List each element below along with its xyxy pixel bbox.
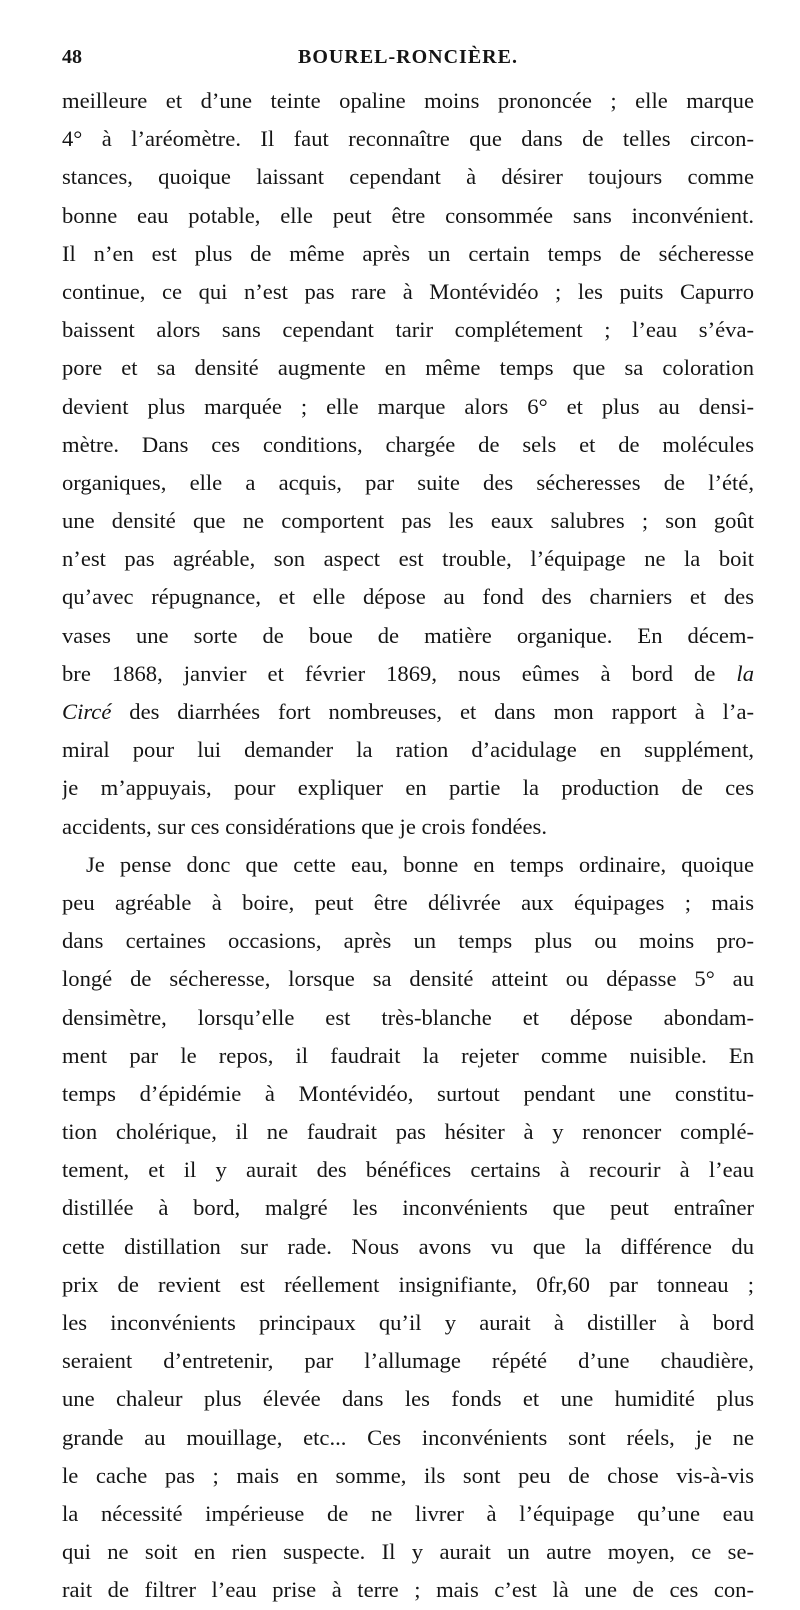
page-number: 48 bbox=[62, 46, 82, 68]
text-line: seraient d’entretenir, par l’allumage répété d’une chaudière, bbox=[62, 1348, 754, 1374]
text-line: cette distillation sur rade. Nous avons vu que la différence du bbox=[62, 1233, 754, 1259]
text-line: baissent alors sans cependant tarir complétement ; l’eau s’éva- bbox=[62, 317, 754, 343]
text-line-with-italic bbox=[62, 693, 754, 731]
text-line: pore et sa densité augmente en même temps que sa coloration bbox=[62, 355, 754, 381]
text-line: rait de filtrer l’eau prise à terre ; mais c’est là une de ces con- bbox=[62, 1577, 754, 1603]
running-head: BOUREL-RONCIÈRE. bbox=[298, 46, 518, 68]
text-line: une chaleur plus élevée dans les fonds et une humidité plus bbox=[62, 1386, 754, 1412]
text-line: tement, et il y aurait des bénéfices certains à recourir à l’eau bbox=[62, 1157, 754, 1183]
text-line: le cache pas ; mais en somme, ils sont peu de chose vis-à-vis bbox=[62, 1462, 754, 1488]
text-line: mètre. Dans ces conditions, chargée de sels et de molécules bbox=[62, 431, 754, 457]
text-line: vases une sorte de boue de matière organique. En décem- bbox=[62, 622, 754, 648]
text-line: n’est pas agréable, son aspect est trouble, l’équipage ne la boit bbox=[62, 546, 754, 572]
text-line: miral pour lui demander la ration d’acidulage en supplément, bbox=[62, 737, 754, 763]
paragraph-1 bbox=[62, 82, 754, 846]
paragraph-2 bbox=[62, 846, 754, 1610]
text-line: tion cholérique, il ne faudrait pas hésiter à y renoncer complé- bbox=[62, 1119, 754, 1145]
text-line: stances, quoique laissant cependant à désirer toujours comme bbox=[62, 164, 754, 190]
text-line: bonne eau potable, elle peut être consommée sans inconvénient. bbox=[62, 202, 754, 228]
text-line: dans certaines occasions, après un temps plus ou moins pro- bbox=[62, 928, 754, 954]
page-header bbox=[62, 42, 754, 82]
text-line: les inconvénients principaux qu’il y aurait à distiller à bord bbox=[62, 1310, 754, 1335]
text-line: accidents, sur ces considérations que je crois fondées. bbox=[62, 813, 547, 839]
text-line: qui ne soit en rien suspecte. Il y aurait un autre moyen, ce se- bbox=[62, 1539, 754, 1565]
text-line-with-italic bbox=[62, 655, 754, 693]
text-line: temps d’épidémie à Montévidéo, surtout pendant une constitu- bbox=[62, 1080, 754, 1106]
italic-ship-name: Circé bbox=[62, 699, 112, 724]
text-line: devient plus marquée ; elle marque alors 6° et plus au densi- bbox=[62, 393, 754, 419]
text-line: ment par le repos, il faudrait la rejeter comme nuisible. En bbox=[62, 1042, 754, 1068]
text-line: grande au mouillage, etc... Ces inconvénients sont réels, je ne bbox=[62, 1424, 754, 1450]
text-line: je m’appuyais, pour expliquer en partie la production de ces bbox=[62, 775, 754, 801]
text-line: densimètre, lorsqu’elle est très-blanche et dépose abondam- bbox=[62, 1004, 754, 1030]
text-line: la nécessité impérieuse de ne livrer à l’équipage qu’une eau bbox=[62, 1500, 754, 1526]
text-line: prix de revient est réellement insignifiante, 0fr,60 par tonneau ; bbox=[62, 1271, 754, 1297]
text-line: une densité que ne comportent pas les eaux salubres ; son goût bbox=[62, 508, 754, 534]
text-line: Il n’en est plus de même après un certain temps de sécheresse bbox=[62, 240, 754, 266]
text-line: peu agréable à boire, peut être délivrée aux équipages ; mais bbox=[62, 889, 754, 915]
book-page bbox=[62, 42, 754, 1610]
text-line: meilleure et d’une teinte opaline moins prononcée ; elle marque bbox=[62, 88, 754, 113]
text-line: Je pense donc que cette eau, bonne en temps ordinaire, quoique bbox=[86, 851, 754, 877]
text-segment: bre 1868, janvier et février 1869, nous eûmes à bord de bbox=[62, 660, 716, 686]
text-line: organiques, elle a acquis, par suite des sécheresses de l’été, bbox=[62, 469, 754, 495]
text-line: continue, ce qui n’est pas rare à Montévidéo ; les puits Capurro bbox=[62, 278, 754, 304]
text-line: distillée à bord, malgré les inconvénients que peut entraîner bbox=[62, 1195, 754, 1221]
italic-word: la bbox=[736, 660, 754, 686]
text-line: longé de sécheresse, lorsque sa densité atteint ou dépasse 5° au bbox=[62, 966, 754, 992]
text-line: qu’avec répugnance, et elle dépose au fond des charniers et des bbox=[62, 584, 754, 610]
text-segment: des diarrhées fort nombreuses, et dans mon rapport à l’a- bbox=[129, 699, 754, 724]
text-line: 4° à l’aréomètre. Il faut reconnaître que dans de telles circon- bbox=[62, 126, 754, 152]
